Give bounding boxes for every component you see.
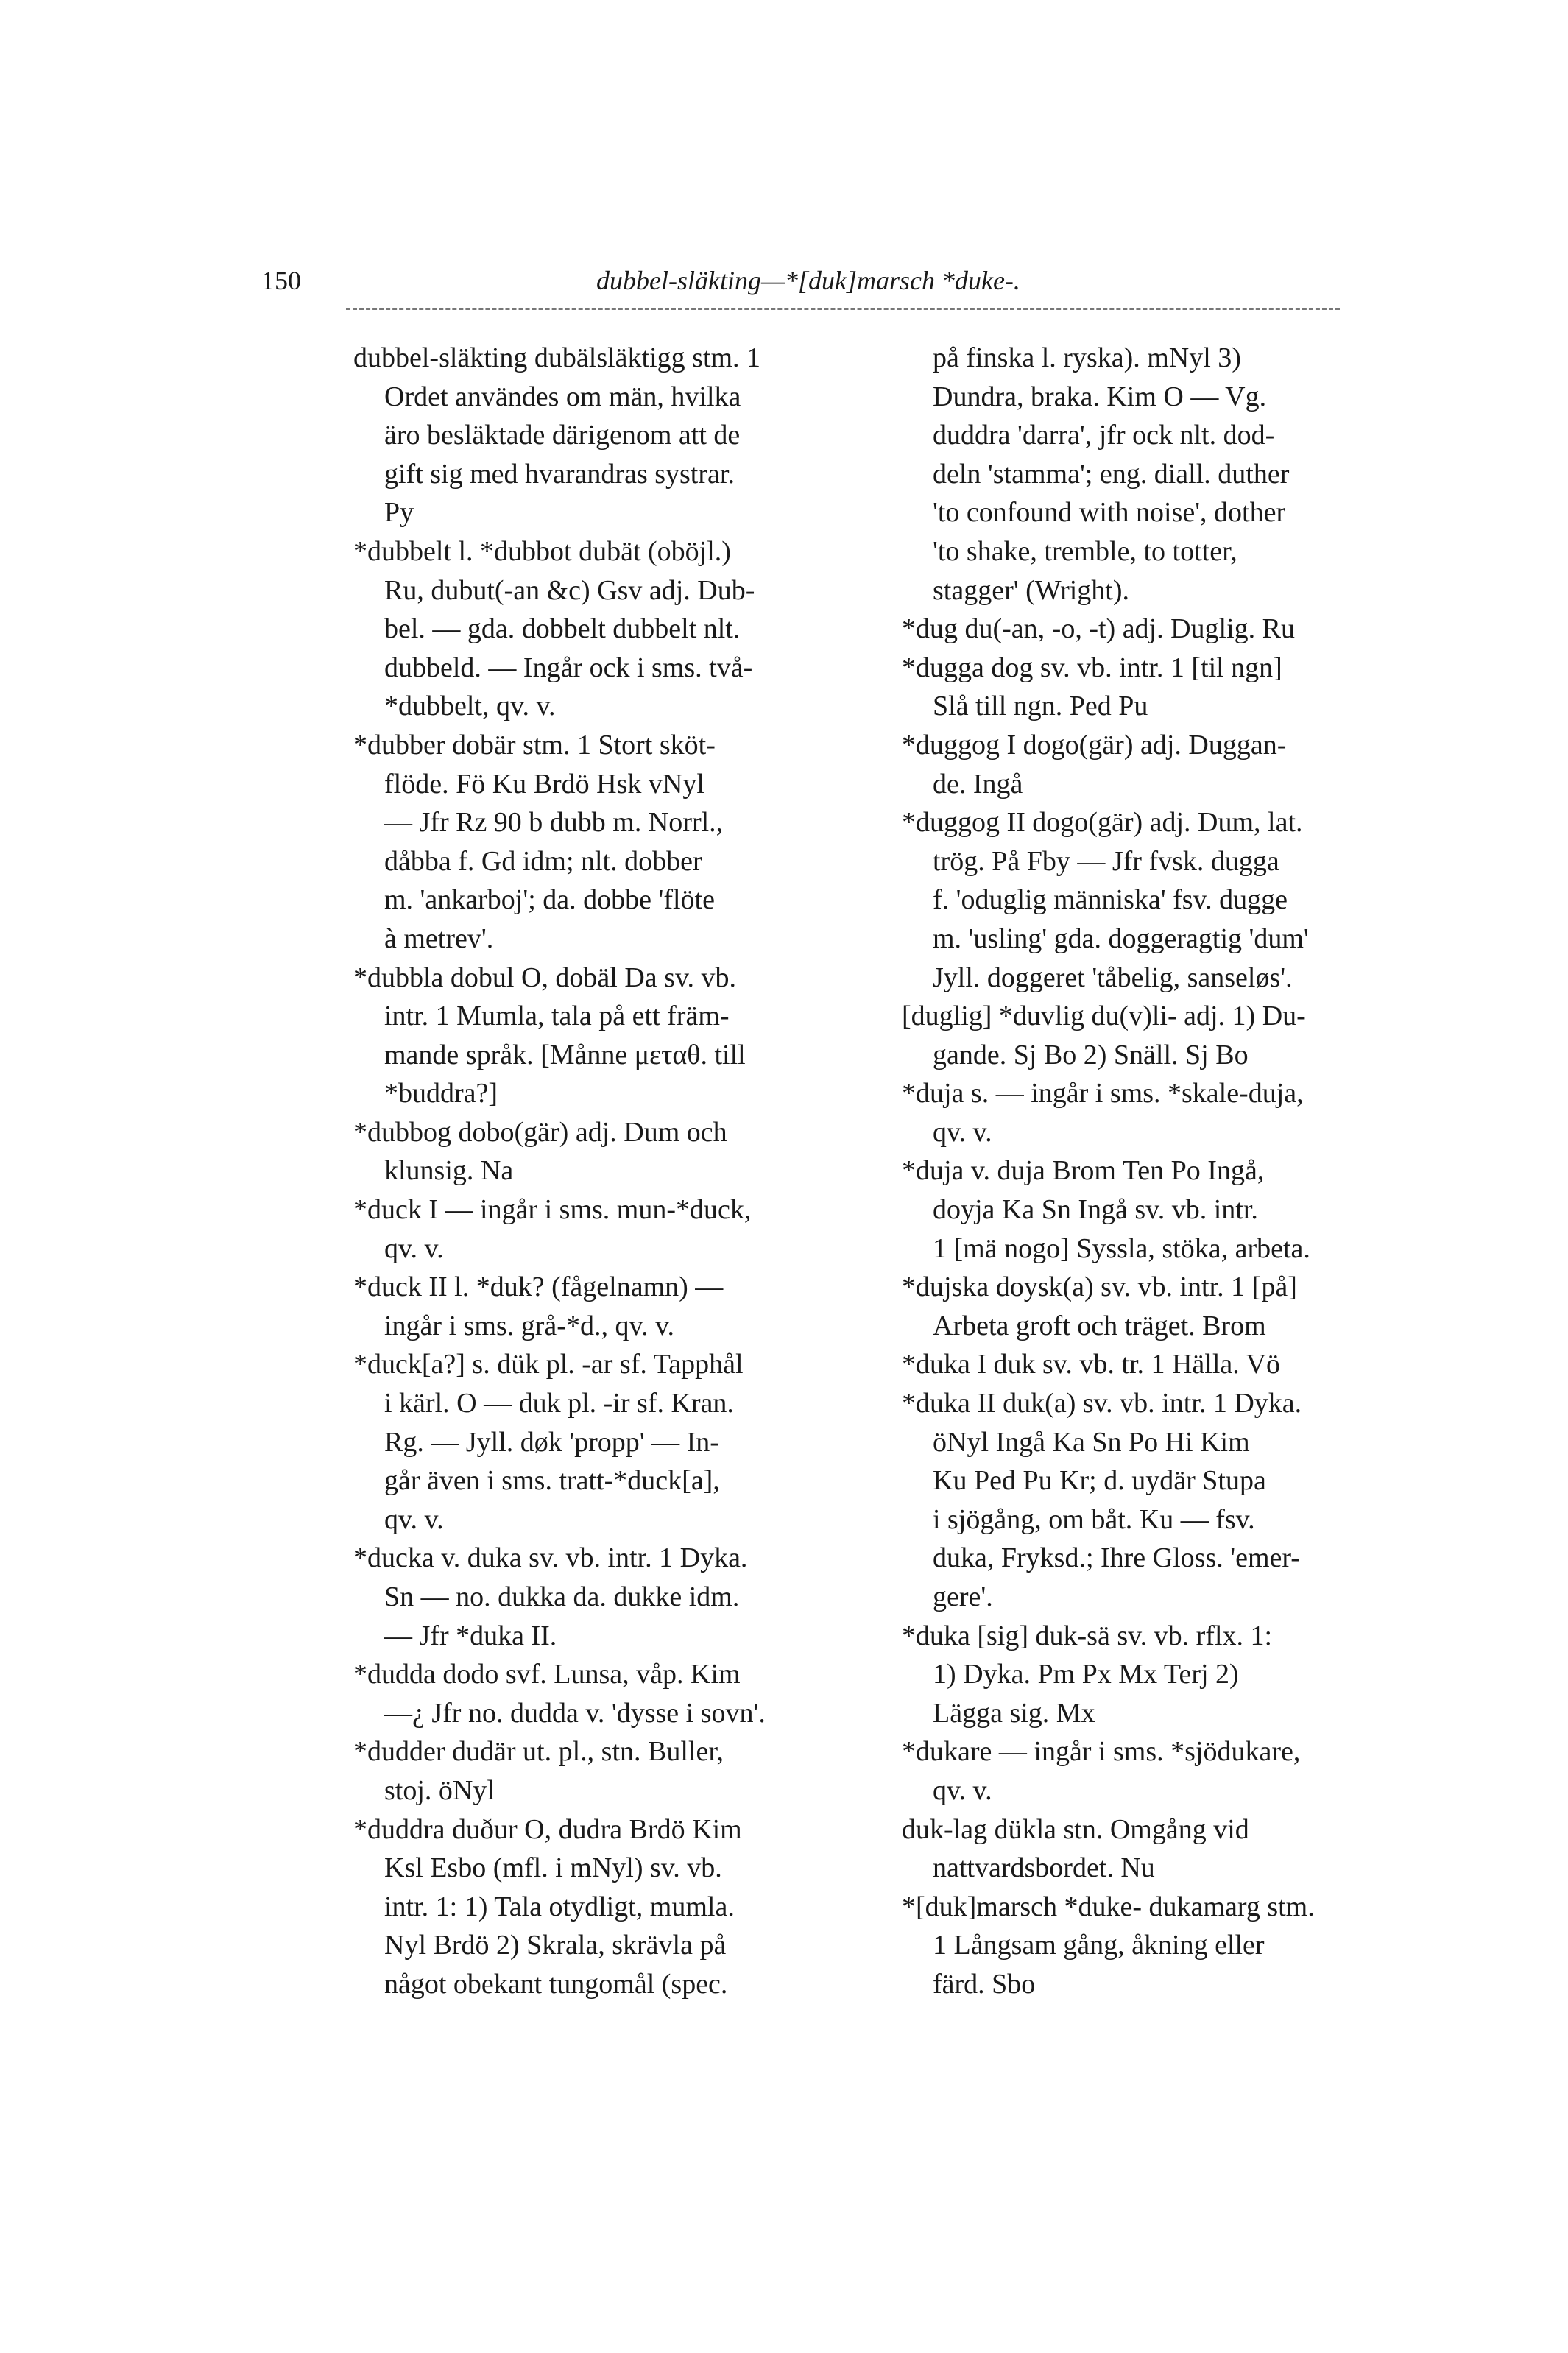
entry-line: [duglig] *duvlig du(v)li- adj. 1) Du- [902,1001,1306,1032]
entry-line: *duck[a?] s. dük pl. -ar sf. Tapphål [353,1349,744,1380]
text-line: Lägga sig. Mx [933,1697,1095,1729]
entry-line: *dubbelt l. *dubbot dubät (oböjl.) [353,535,731,567]
text-line: Dundra, braka. Kim O — Vg. [933,381,1267,412]
text-line: duka, Fryksd.; Ihre Gloss. 'emer- [933,1542,1300,1574]
text-line: mande språk. [Månne μεταθ. till [384,1039,746,1070]
text-line: dubbeld. — Ingår ock i sms. två- [384,652,753,683]
text-line: gere'. [933,1581,993,1612]
text-line: färd. Sbo [933,1968,1036,2000]
text-line: duddra 'darra', jfr ock nlt. dod- [933,420,1275,451]
text-line: de. Ingå [933,768,1023,800]
entry-line: *duka II duk(a) sv. vb. intr. 1 Dyka. [902,1388,1302,1419]
running-title: dubbel-släkting—*[duk]marsch *duke-. [596,266,1020,295]
entry-line: *duck I — ingår i sms. mun-*duck, [353,1194,752,1226]
text-line: nattvardsbordet. Nu [933,1852,1155,1884]
entry-line: *dujska doysk(a) sv. vb. intr. 1 [på] [902,1271,1297,1303]
text-line: qv. v. [933,1774,992,1806]
text-line: intr. 1: 1) Tala otydligt, mumla. [384,1891,735,1922]
page-number: 150 [261,266,301,295]
entry-line: dubbel-släkting dubälsläktigg stm. 1 [353,342,761,373]
text-line: klunsig. Na [384,1155,514,1187]
entry-line: *duka [sig] duk-sä sv. vb. rflx. 1: [902,1620,1273,1651]
text-line: gande. Sj Bo 2) Snäll. Sj Bo [933,1039,1249,1070]
text-line: Jyll. doggeret 'tåbelig, sanseløs'. [933,962,1293,993]
text-line: Ordet användes om män, hvilka [384,381,741,412]
text-line: i sjögång, om båt. Ku — fsv. [933,1503,1255,1535]
text-line: Ku Ped Pu Kr; d. uydär Stupa [933,1465,1266,1497]
text-line: qv. v. [384,1503,444,1535]
entry-line: *dudda dodo svf. Lunsa, våp. Kim [353,1659,741,1690]
text-line: qv. v. [933,1116,992,1148]
text-line: i kärl. O — duk pl. -ir sf. Kran. [384,1388,734,1419]
text-line: Sn — no. dukka da. dukke idm. [384,1581,740,1612]
text-line: bel. — gda. dobbelt dubbelt nlt. [384,613,741,645]
text-line: på finska l. ryska). mNyl 3) [933,342,1241,373]
text-line: Ksl Esbo (mfl. i mNyl) sv. vb. [384,1852,722,1884]
text-line: går även i sms. tratt-*duck[a], [384,1465,720,1497]
entry-line: *duja v. duja Brom Ten Po Ingå, [902,1155,1265,1187]
entry-line: *dudder dudär ut. pl., stn. Buller, [353,1736,724,1768]
entry-line: *duggog I dogo(gär) adj. Duggan- [902,729,1287,761]
entry-line: duk-lag dükla stn. Omgång vid [902,1813,1249,1845]
entry-line: *duja s. — ingår i sms. *skale-duja, [902,1078,1304,1110]
entry-line: *dubber dobär stm. 1 Stort sköt- [353,729,716,761]
entry-line: *duggog II dogo(gär) adj. Dum, lat. [902,807,1303,839]
entry-line: *dugga dog sv. vb. intr. 1 [til ngn] [902,652,1282,683]
text-line: 'to shake, tremble, to totter, [933,535,1237,567]
text-line: à metrev'. [384,922,494,954]
text-line: gift sig med hvarandras systrar. [384,458,735,490]
text-line: Ru, dubut(-an &c) Gsv adj. Dub- [384,574,755,606]
text-line: något obekant tungomål (spec. [384,1968,728,2000]
text-line: deln 'stamma'; eng. diall. duther [933,458,1290,490]
text-line: öNyl Ingå Ka Sn Po Hi Kim [933,1426,1250,1458]
text-line: f. 'oduglig människa' fsv. dugge [933,884,1288,916]
text-line: Rg. — Jyll. døk 'propp' — In- [384,1426,719,1458]
text-line: stoj. öNyl [384,1774,495,1806]
entry-line: *ducka v. duka sv. vb. intr. 1 Dyka. [353,1542,748,1574]
text-line: ingår i sms. grå-*d., qv. v. [384,1310,675,1341]
text-line: m. 'ankarboj'; da. dobbe 'flöte [384,884,715,916]
text-line: flöde. Fö Ku Brdö Hsk vNyl [384,768,704,800]
text-line: äro besläktade därigenom att de [384,420,741,451]
text-line: qv. v. [384,1232,444,1264]
entry-line: *dubbla dobul O, dobäl Da sv. vb. [353,962,736,993]
entry-line: *duddra duður O, dudra Brdö Kim [353,1813,742,1845]
left-column [353,339,839,2004]
text-line: *dubbelt, qv. v. [384,691,556,722]
text-line: Py [384,497,414,529]
text-line: 1 Långsam gång, åkning eller [933,1930,1265,1961]
right-column [902,339,1369,2004]
text-line: doyja Ka Sn Ingå sv. vb. intr. [933,1194,1258,1226]
text-line: m. 'usling' gda. doggeragtig 'dum' [933,922,1309,954]
text-line: *buddra?] [384,1078,498,1110]
text-line: —¿ Jfr no. dudda v. 'dysse i sovn'. [384,1697,766,1729]
entry-line: *dubbog dobo(gär) adj. Dum och [353,1116,727,1148]
text-line: intr. 1 Mumla, tala på ett främ- [384,1001,730,1032]
text-line: — Jfr Rz 90 b dubb m. Norrl., [384,807,724,839]
text-line: Slå till ngn. Ped Pu [933,691,1148,722]
entry-line: *duka I duk sv. vb. tr. 1 Hälla. Vö [902,1349,1281,1380]
text-line: dåbba f. Gd idm; nlt. dobber [384,845,702,877]
entry-line: *dukare — ingår i sms. *sjödukare, [902,1736,1301,1768]
text-line: 'to confound with noise', dother [933,497,1286,529]
entry-line: *dug du(-an, -o, -t) adj. Duglig. Ru [902,613,1296,645]
text-line: 1 [mä nogo] Syssla, stöka, arbeta. [933,1232,1310,1264]
text-line: Nyl Brdö 2) Skrala, skrävla på [384,1930,727,1961]
header-rule [346,308,1340,310]
entry-line: *duck II l. *duk? (fågelnamn) — [353,1271,724,1303]
text-line: — Jfr *duka II. [384,1620,557,1651]
text-line: trög. På Fby — Jfr fvsk. dugga [933,845,1279,877]
entry-line: *[duk]marsch *duke- dukamarg stm. [902,1891,1315,1922]
text-line: 1) Dyka. Pm Px Mx Terj 2) [933,1659,1239,1690]
text-line: stagger' (Wright). [933,574,1130,606]
text-line: Arbeta groft och träget. Brom [933,1310,1266,1341]
